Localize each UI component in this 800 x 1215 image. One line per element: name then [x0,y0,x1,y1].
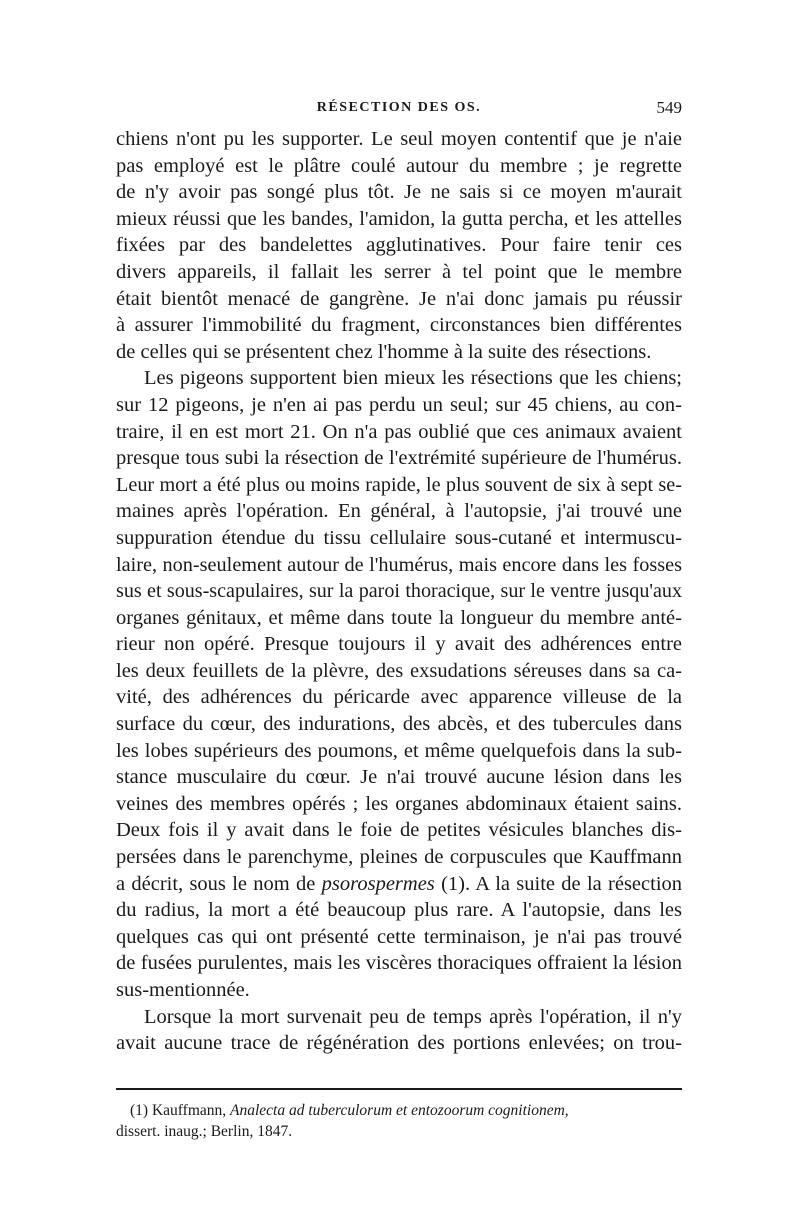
text-line: avait aucune trace de régénération des portions enlevées; on trou- [116,1032,682,1055]
running-title: RÉSECTION DES OS. [316,100,482,115]
italic-term: psorospermes [321,872,435,895]
footnote-line: dissert. inaug.; Berlin, 1847. [116,1123,293,1140]
running-head [116,96,682,120]
footnote-title: Analecta ad tuberculorum et entozoorum cognitionem [230,1102,565,1119]
text-line: laire, non-seulement autour de l'humérus, mais encore dans les fosses [116,553,682,576]
footnote-divider [116,1088,682,1090]
text-line: maines après l'opération. En général, à l'autopsie, j'ai trouvé une [116,500,682,523]
text-line: Leur mort a été plus ou moins rapide, le plus souvent de six à sept se- [116,473,682,496]
text-line: veines des membres opérés ; les organes abdominaux étaient sains. [116,792,682,815]
text-line: fixées par des bandelettes agglutinatives. Pour faire tenir ces [116,234,682,257]
footnote-prefix: (1) Kauffmann, [130,1102,231,1119]
text-line: sus et sous-scapulaires, sur la paroi thoracique, sur le ventre jusqu'aux [116,580,682,603]
text-line: sus-mentionnée. [116,979,250,1001]
text-line: traire, il en est mort 21. On n'a pas oublié que ces animaux avaient [116,420,682,443]
text-line: du radius, la mort a été beaucoup plus rare. A l'autopsie, dans les [116,899,682,922]
text-line: les deux feuillets de la plèvre, des exsudations séreuses dans sa ca- [116,659,682,682]
text-line: Deux fois il y avait dans le foie de petites vésicules blanches dis- [116,819,682,842]
text-line: mieux réussi que les bandes, l'amidon, la gutta percha, et les attelles [116,207,682,230]
text-line: suppuration étendue du tissu cellulaire sous-cutané et intermuscu- [116,526,682,549]
text-segment: (1). A la suite de la résection [434,872,683,895]
text-line: presque tous subi la résection de l'extrémité supérieure de l'humérus. [116,447,682,470]
text-line: rieur non opéré. Presque toujours il y avait des adhérences entre [116,633,682,656]
footnote-suffix: , [564,1102,569,1119]
text-line: chiens n'ont pu les supporter. Le seul moyen contentif que je n'aie [116,128,682,150]
text-line: vité, des adhérences du péricarde avec apparence villeuse de la [116,686,682,709]
body-text [116,126,682,1057]
page-number: 549 [656,98,682,117]
footnote-line [116,1100,682,1121]
text-line: de n'y avoir pas songé plus tôt. Je ne sais si ce moyen m'aurait [116,181,682,204]
text-line: sur 12 pigeons, je n'en ai pas perdu un seul; sur 45 chiens, au con- [116,393,682,416]
text-line: de celles qui se présentent chez l'homme à la suite des résections. [116,340,652,363]
text-segment: a décrit, sous le nom de [116,872,322,895]
text-line: pas employé est le plâtre coulé autour du membre ; je regrette [116,154,682,177]
text-line: était bientôt menacé de gangrène. Je n'ai donc jamais pu réussir [116,287,682,310]
text-line: surface du cœur, des indurations, des abcès, et des tubercules dans [116,713,682,736]
text-line: les lobes supérieurs des poumons, et même quelquefois dans la sub- [116,739,682,762]
text-line: Les pigeons supportent bien mieux les résections que les chiens; [144,367,682,390]
text-line: quelques cas qui ont présenté cette terminaison, je n'ai pas trouvé [116,925,682,948]
text-line: persées dans le parenchyme, pleines de corpuscules que Kauffmann [116,846,682,869]
text-line: divers appareils, il fallait les serrer à tel point que le membre [116,260,682,283]
text-line: Lorsque la mort survenait peu de temps après l'opération, il n'y [144,1005,682,1028]
text-line: stance musculaire du cœur. Je n'ai trouvé aucune lésion dans les [116,766,682,789]
text-line: à assurer l'immobilité du fragment, circonstances bien différentes [116,314,682,337]
footnotes [116,1100,682,1142]
text-line-with-italic [116,871,682,898]
text-line: de fusées purulentes, mais les viscères thoraciques offraient la lésion [116,952,682,975]
text-line: organes génitaux, et même dans toute la longueur du membre anté- [116,606,682,629]
